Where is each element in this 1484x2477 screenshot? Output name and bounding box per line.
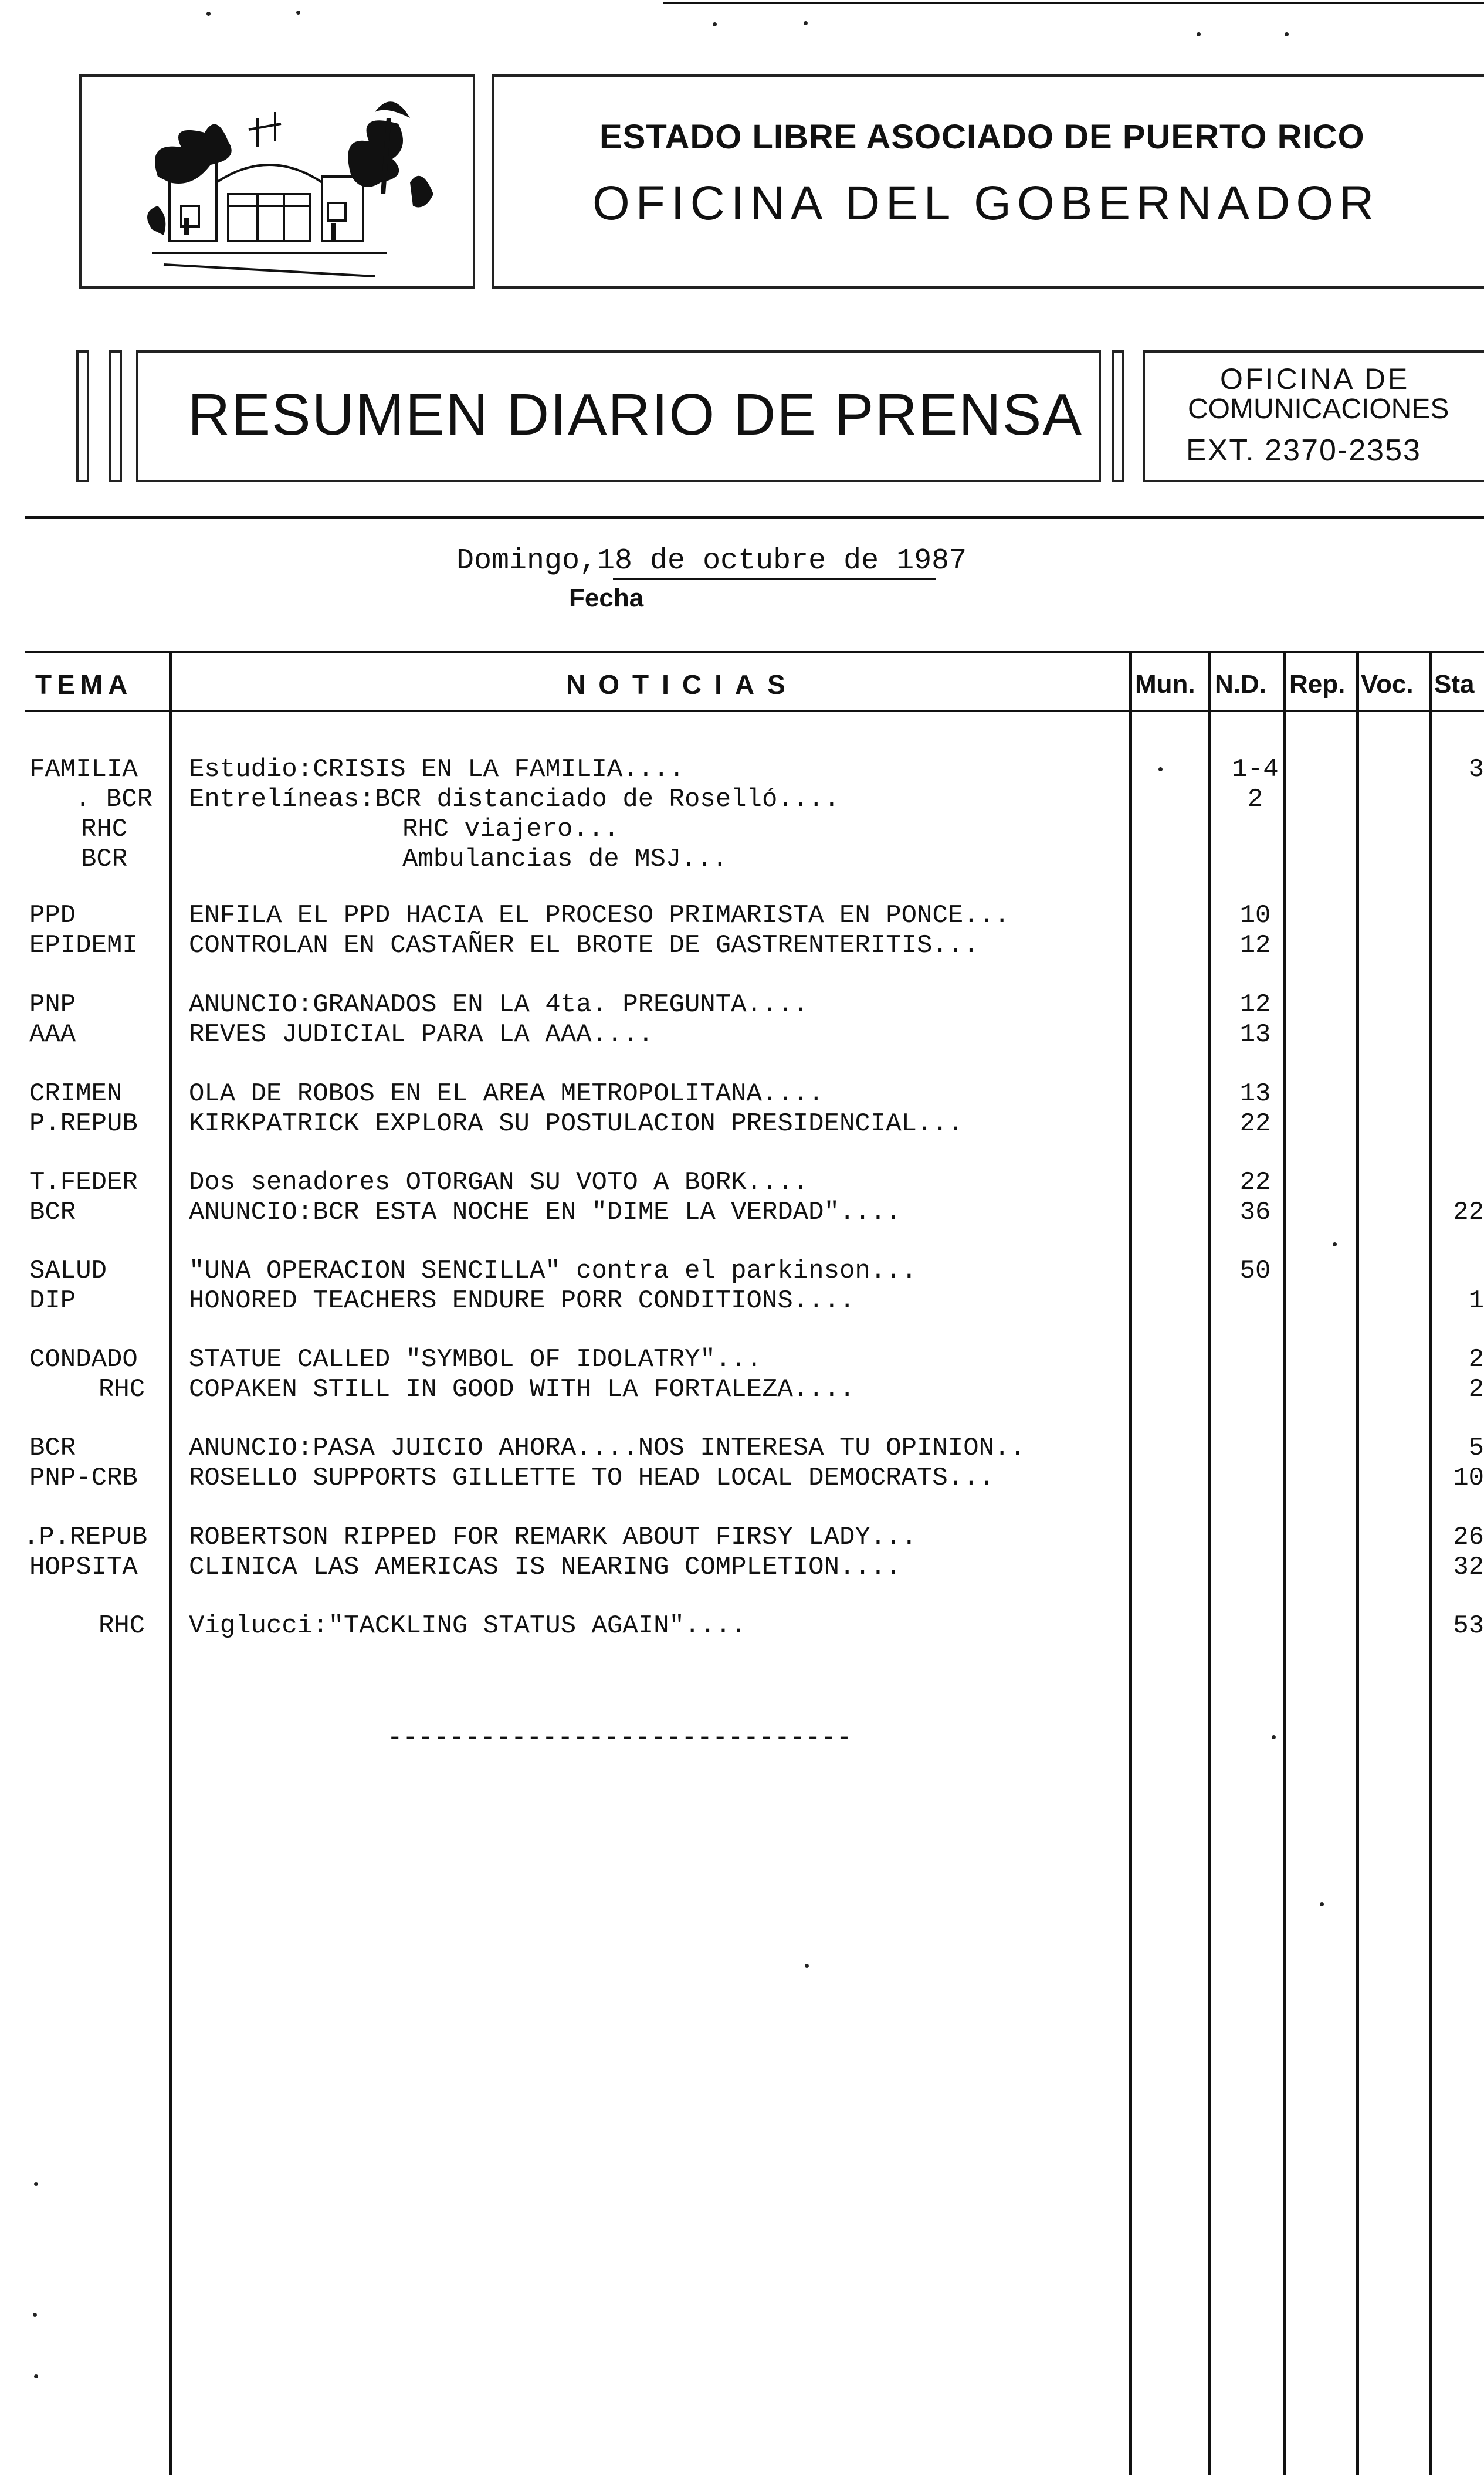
row-tema: CRIMEN xyxy=(29,1079,123,1109)
table-header-rule xyxy=(25,710,1484,712)
table-row xyxy=(0,1256,1484,1287)
row-sta: 5 xyxy=(1468,1434,1484,1463)
table-row xyxy=(0,1198,1484,1228)
separator-dashes: ------------------------------ xyxy=(387,1723,852,1753)
row-news: Viglucci:"TACKLING STATUS AGAIN".... xyxy=(189,1611,747,1641)
row-tema: .P.REPUB xyxy=(23,1523,148,1552)
row-news: Dos senadores OTORGAN SU VOTO A BORK.... xyxy=(189,1168,809,1197)
row-tema: CONDADO xyxy=(29,1345,138,1374)
row-tema: HOPSITA xyxy=(29,1553,138,1582)
row-nd: 22 xyxy=(1239,1168,1271,1197)
speck xyxy=(1285,32,1289,36)
speck xyxy=(206,12,211,16)
table-row xyxy=(0,1463,1484,1494)
row-nd: 2 xyxy=(1247,785,1263,814)
row-tema: SALUD xyxy=(29,1256,107,1286)
logo-frame xyxy=(79,74,475,289)
banner-right-bar-outer xyxy=(1112,350,1124,482)
table-row xyxy=(0,1375,1484,1405)
table-row xyxy=(0,1611,1484,1642)
row-nd: 10 xyxy=(1239,901,1271,930)
speck xyxy=(713,22,717,26)
table-row xyxy=(0,1020,1484,1051)
speck xyxy=(804,21,808,25)
row-news: COPAKEN STILL IN GOOD WITH LA FORTALEZA.... xyxy=(189,1375,855,1404)
row-news: Entrelíneas:BCR distanciado de Roselló.... xyxy=(189,785,839,814)
table-row xyxy=(0,845,1484,875)
row-nd: 22 xyxy=(1239,1109,1271,1138)
row-news: ROSELLO SUPPORTS GILLETTE TO HEAD LOCAL DEMOCRATS... xyxy=(189,1463,995,1493)
table-row xyxy=(0,1553,1484,1583)
table-row xyxy=(0,785,1484,815)
speck xyxy=(1333,1242,1337,1246)
speck xyxy=(33,2313,37,2317)
table-row xyxy=(0,1523,1484,1553)
header-voc: Voc. xyxy=(1361,670,1414,699)
row-news: "UNA OPERACION SENCILLA" contra el parkinson... xyxy=(189,1256,917,1286)
row-nd: 12 xyxy=(1239,990,1271,1019)
row-nd: 1-4 xyxy=(1232,755,1279,784)
row-tema: T.FEDER xyxy=(29,1168,138,1197)
table-row xyxy=(0,901,1484,931)
table-row xyxy=(0,1079,1484,1110)
header-mun: Mun. xyxy=(1135,670,1195,699)
row-news: ANUNCIO:BCR ESTA NOCHE EN "DIME LA VERDAD".... xyxy=(189,1198,902,1227)
row-tema: RHC xyxy=(99,1611,145,1641)
row-tema: DIP xyxy=(29,1286,76,1316)
row-tema: BCR xyxy=(29,1434,76,1463)
row-news: ROBERTSON RIPPED FOR REMARK ABOUT FIRSY LADY... xyxy=(189,1523,917,1552)
row-tema: FAMILIA xyxy=(29,755,138,784)
row-sta: 26 xyxy=(1453,1523,1484,1552)
row-news: OLA DE ROBOS EN EL AREA METROPOLITANA.... xyxy=(189,1079,824,1109)
date-value: Domingo,18 de octubre de 1987 xyxy=(456,544,967,578)
speck xyxy=(1320,1902,1324,1906)
row-news: CONTROLAN EN CASTAÑER EL BROTE DE GASTRENTERITIS... xyxy=(189,931,979,960)
row-tema: RHC xyxy=(81,815,128,844)
row-tema: . BCR xyxy=(75,785,153,814)
speck xyxy=(34,2374,38,2378)
row-nd: 36 xyxy=(1239,1198,1271,1227)
row-news: CLINICA LAS AMERICAS IS NEARING COMPLETION.... xyxy=(189,1553,902,1582)
table-top-rule xyxy=(25,651,1484,653)
speck xyxy=(805,1964,809,1968)
top-edge-line xyxy=(663,2,1484,4)
banner-left-bar-outer xyxy=(76,350,89,482)
row-tema: PPD xyxy=(29,901,76,930)
row-tema: RHC xyxy=(99,1375,145,1404)
row-sta: 2 xyxy=(1468,1375,1484,1404)
row-nd: 12 xyxy=(1239,931,1271,960)
banner-left-bar-inner xyxy=(109,350,122,482)
date-label: Fecha xyxy=(569,584,644,612)
row-sta: 2 xyxy=(1468,1345,1484,1374)
header-rule xyxy=(25,516,1484,519)
table-row xyxy=(0,755,1484,785)
row-news: Ambulancias de MSJ... xyxy=(402,845,728,874)
state-name: ESTADO LIBRE ASOCIADO DE PUERTO RICO xyxy=(599,118,1365,156)
row-tema: BCR xyxy=(81,845,128,874)
header-nd: N.D. xyxy=(1215,670,1266,699)
communications-office-label: OFICINA DE xyxy=(1220,362,1410,395)
row-tema: P.REPUB xyxy=(29,1109,138,1138)
row-news: KIRKPATRICK EXPLORA SU POSTULACION PRESIDENCIAL... xyxy=(189,1109,964,1138)
row-tema: PNP-CRB xyxy=(29,1463,138,1493)
header-tema: TEMA xyxy=(35,669,133,700)
row-tema: EPIDEMI xyxy=(29,931,138,960)
row-nd: 13 xyxy=(1239,1079,1271,1109)
row-sta: 32 xyxy=(1453,1553,1484,1582)
row-nd: 50 xyxy=(1239,1256,1271,1286)
banner-title: RESUMEN DIARIO DE PRENSA xyxy=(188,382,1083,448)
table-row xyxy=(0,1345,1484,1375)
row-tema: BCR xyxy=(29,1198,76,1227)
speck xyxy=(1272,1735,1276,1739)
header-noticias: NOTICIAS xyxy=(566,669,798,700)
row-sta: 3 xyxy=(1468,755,1484,784)
row-news: RHC viajero... xyxy=(402,815,619,844)
table-row xyxy=(0,931,1484,961)
date-underline xyxy=(613,578,936,580)
row-news: STATUE CALLED "SYMBOL OF IDOLATRY"... xyxy=(189,1345,762,1374)
row-sta: 10 xyxy=(1453,1463,1484,1493)
row-news: ANUNCIO:GRANADOS EN LA 4ta. PREGUNTA.... xyxy=(189,990,809,1019)
row-sta: 1 xyxy=(1468,1286,1484,1316)
row-sta: 22 xyxy=(1453,1198,1484,1227)
row-news: ENFILA EL PPD HACIA EL PROCESO PRIMARISTA EN PONCE... xyxy=(189,901,1010,930)
speck xyxy=(1197,32,1201,36)
extension-number: EXT. 2370-2353 xyxy=(1186,433,1421,467)
table-row xyxy=(0,1286,1484,1317)
table-row xyxy=(0,815,1484,845)
row-sta: 53 xyxy=(1453,1611,1484,1641)
communications-label: COMUNICACIONES xyxy=(1188,394,1449,425)
office-name: OFICINA DEL GOBERNADOR xyxy=(592,177,1380,230)
table-row xyxy=(0,1434,1484,1464)
speck xyxy=(296,11,300,15)
header-sta: Sta xyxy=(1434,670,1475,699)
row-news: REVES JUDICIAL PARA LA AAA.... xyxy=(189,1020,654,1049)
fortaleza-logo-illustration xyxy=(82,77,473,286)
speck xyxy=(1158,767,1163,771)
row-news: ANUNCIO:PASA JUICIO AHORA....NOS INTERESA TU OPINION.. xyxy=(189,1434,1025,1463)
row-nd: 13 xyxy=(1239,1020,1271,1049)
row-news: HONORED TEACHERS ENDURE PORR CONDITIONS.... xyxy=(189,1286,855,1316)
table-row xyxy=(0,1168,1484,1198)
table-row xyxy=(0,1109,1484,1140)
row-news: Estudio:CRISIS EN LA FAMILIA.... xyxy=(189,755,685,784)
row-tema: AAA xyxy=(29,1020,76,1049)
speck xyxy=(34,2182,38,2186)
row-tema: PNP xyxy=(29,990,76,1019)
table-row xyxy=(0,990,1484,1021)
header-rep: Rep. xyxy=(1289,670,1346,699)
